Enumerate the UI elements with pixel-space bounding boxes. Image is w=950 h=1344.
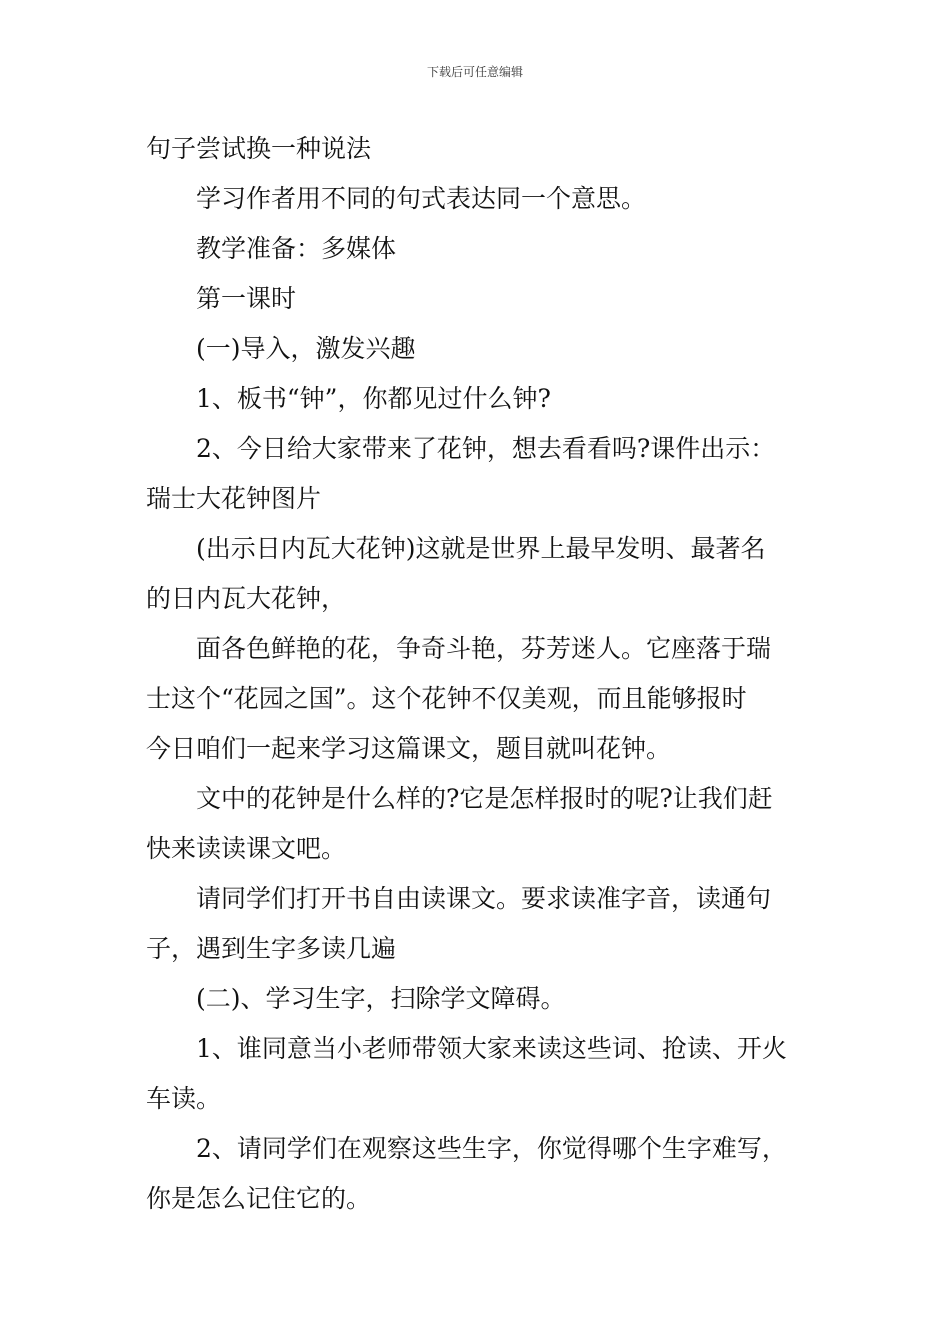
text-line: 快来读读课文吧。 (146, 834, 347, 863)
text-line: 请同学们打开书自由读课文。要求读准字音，读通句 (196, 884, 772, 913)
text-line: (二)、学习生字，扫除学文障碍。 (196, 984, 566, 1013)
text-line: (一)导入，激发兴趣 (196, 334, 416, 363)
text-line: 1、谁同意当小老师带领大家来读这些词、抢读、开火 (196, 1034, 787, 1063)
text-line: 你是怎么记住它的。 (146, 1184, 372, 1213)
page-header (0, 64, 950, 80)
text-line: 面各色鲜艳的花，争奇斗艳，芬芳迷人。它座落于瑞 (196, 634, 772, 663)
text-line: 文中的花钟是什么样的?它是怎样报时的呢?让我们赶 (196, 784, 773, 813)
text-line: 教学准备：多媒体 (196, 234, 397, 263)
text-line: 1、板书“钟”，你都见过什么钟? (196, 384, 551, 413)
text-line: (出示日内瓦大花钟)这就是世界上最早发明、最著名 (196, 534, 766, 563)
text-line: 第一课时 (196, 284, 297, 313)
text-line: 今日咱们一起来学习这篇课文，题目就叫花钟。 (146, 734, 672, 763)
text-line: 子，遇到生字多读几遍 (146, 934, 397, 963)
text-line: 2、请同学们在观察这些生字，你觉得哪个生字难写， (196, 1134, 787, 1163)
document-body (146, 124, 808, 1224)
text-line: 学习作者用不同的句式表达同一个意思。 (196, 184, 647, 213)
text-line: 士这个“花园之国”。这个花钟不仅美观，而且能够报时 (146, 684, 747, 713)
text-line: 句子尝试换一种说法 (146, 134, 372, 163)
text-line: 车读。 (146, 1084, 222, 1113)
text-line: 的日内瓦大花钟， (146, 584, 347, 613)
header-text: 下载后可任意编辑 (426, 65, 523, 79)
text-line: 2、今日给大家带来了花钟，想去看看吗?课件出示： (196, 434, 776, 463)
text-line: 瑞士大花钟图片 (146, 484, 322, 513)
